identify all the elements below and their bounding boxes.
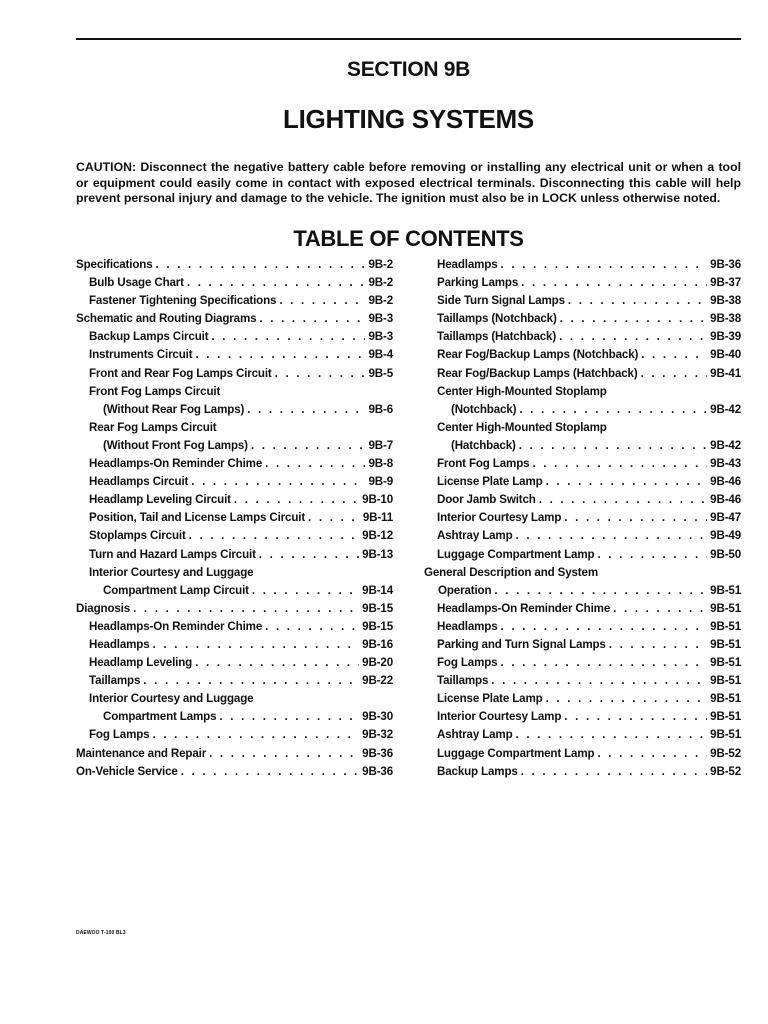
toc-entry-title: Taillamps (Notchback) [437,312,557,326]
dot-leader [195,346,365,364]
dot-leader [559,328,707,346]
toc-entry[interactable] [76,256,393,274]
toc-entry[interactable] [76,509,393,527]
toc-entry[interactable] [424,745,741,763]
toc-entry-title: Door Jamb Switch [437,493,536,507]
toc-page-number: 9B-10 [362,493,393,507]
dot-leader [521,274,707,292]
toc-page-number: 9B-52 [710,746,741,760]
toc-entry-title: Instruments Circuit [89,348,193,362]
toc-entry[interactable] [76,618,393,636]
toc-entry-title: Headlamps-On Reminder Chime [437,601,611,615]
toc-entry-title: On-Vehicle Service [76,764,178,778]
toc-entry[interactable] [424,346,741,364]
dot-leader [153,726,360,744]
toc-entry-title: Fastener Tightening Specifications [89,294,277,308]
toc-page-number: 9B-12 [362,529,393,543]
toc-entry[interactable] [76,654,393,672]
dot-leader [143,672,359,690]
toc-entry[interactable] [424,328,741,346]
toc-entry-title: License Plate Lamp [437,475,543,489]
toc-entry[interactable] [424,726,741,744]
dot-leader [501,618,708,636]
toc-entry-title: Bulb Usage Chart [89,276,184,290]
dot-leader [191,473,365,491]
toc-entry-title: Center High-Mounted Stoplamp [437,420,607,434]
toc-page-number: 9B-42 [710,438,741,452]
toc-entry[interactable] [76,636,393,654]
toc-entry[interactable] [424,600,741,618]
toc-entry-title: Rear Fog/Backup Lamps (Hatchback) [437,366,638,380]
dot-leader [219,708,359,726]
toc-entry[interactable] [76,491,393,509]
toc-entry-title: Ashtray Lamp [437,529,513,543]
toc-entry-title: General Description and System [424,565,598,579]
toc-entry-title: (Without Rear Fog Lamps) [103,402,245,416]
dot-leader [181,763,359,781]
toc-entry-title: Turn and Hazard Lamps Circuit [89,547,256,561]
toc-page-number: 9B-38 [710,312,741,326]
toc-page-number: 9B-14 [362,583,393,597]
toc-entry[interactable] [76,455,393,473]
toc-page-number: 9B-5 [368,366,393,380]
dot-leader [259,546,359,564]
toc-page-number: 9B-43 [710,457,741,471]
toc-page-number: 9B-22 [362,674,393,688]
toc-entry[interactable] [424,690,741,708]
section-heading: SECTION 9B [346,58,471,81]
toc-entry-title: Compartment Lamp Circuit [103,583,249,597]
toc-page-number: 9B-51 [710,619,741,633]
dot-leader [516,726,708,744]
header-rule [76,38,741,40]
toc-page-number: 9B-51 [710,710,741,724]
toc-entry[interactable] [76,328,393,346]
toc-entry-title: Center High-Mounted Stoplamp [437,384,607,398]
toc-entry-title: Rear Fog Lamps Circuit [89,420,217,434]
toc-page-number: 9B-11 [362,511,393,525]
toc-page-number: 9B-51 [710,728,741,742]
toc-entry[interactable] [76,564,393,600]
toc-page-number: 9B-50 [710,547,741,561]
dot-leader [195,654,359,672]
toc-page-number: 9B-51 [710,637,741,651]
toc-entry-title: Headlamps [89,637,150,651]
toc-entry[interactable] [76,365,393,383]
toc-page-number: 9B-8 [368,457,393,471]
toc-entry-title: (Notchback) [451,402,517,416]
toc-entry[interactable] [424,546,741,564]
toc-entry-title: Headlamps [437,258,498,271]
footer-code: DAEWOO T-100 BL3 [76,930,126,936]
toc-entry-title: (Without Front Fog Lamps) [103,438,248,452]
toc-entry-title: Interior Courtesy and Luggage [89,692,254,706]
toc-page-number: 9B-20 [362,656,393,670]
dot-leader [597,745,707,763]
toc-entry-title: Interior Courtesy Lamp [437,710,562,724]
toc-entry-title: Backup Lamps [437,764,518,778]
toc-entry[interactable] [424,419,741,455]
toc-page-number: 9B-36 [710,258,741,271]
toc-entry[interactable] [424,509,741,527]
toc-entry[interactable] [424,564,741,600]
toc-page-number: 9B-9 [368,475,393,489]
toc-entry[interactable] [424,455,741,473]
dot-leader [265,618,359,636]
toc-entry-title: Taillamps [89,674,141,688]
dot-leader [279,292,365,310]
toc-page-number: 9B-4 [368,348,393,362]
toc-entry-title: (Hatchback) [451,438,516,452]
toc-entry[interactable] [76,726,393,744]
toc-page-number: 9B-47 [710,511,741,525]
toc-entry[interactable] [424,654,741,672]
toc-page-number: 9B-46 [710,475,741,489]
toc-page-number: 9B-51 [710,583,741,597]
toc-entry-title: Maintenance and Repair [76,746,207,760]
toc-page-number: 9B-7 [368,438,393,452]
dot-leader [252,582,359,600]
toc-entry[interactable] [76,274,393,292]
toc-entry[interactable] [424,708,741,726]
toc-page-number: 9B-52 [710,764,741,778]
page-title: LIGHTING SYSTEMS [283,104,534,134]
dot-leader [308,509,360,527]
dot-leader [187,274,366,292]
dot-leader [275,365,366,383]
toc-right-column [424,256,741,781]
dot-leader [519,401,707,419]
toc-heading: TABLE OF CONTENTS [293,226,524,251]
toc-page-number: 9B-2 [368,294,393,308]
toc-entry-title: Front Fog Lamps Circuit [89,384,221,398]
toc-entry-title: Parking Lamps [437,276,519,290]
toc-entry-title: Diagnosis [76,601,131,615]
toc-page-number: 9B-37 [710,276,741,290]
toc-entry[interactable] [424,527,741,545]
toc-entry-title: Luggage Compartment Lamp [437,547,595,561]
toc-page-number: 9B-49 [710,529,741,543]
toc-page-number: 9B-3 [368,330,393,344]
dot-leader [516,527,708,545]
toc-entry[interactable] [424,365,741,383]
dot-leader [153,636,360,654]
toc-entry-title: Rear Fog/Backup Lamps (Notchback) [437,348,639,362]
toc-page-number: 9B-30 [362,710,393,724]
toc-page-number: 9B-51 [710,692,741,706]
toc-entry[interactable] [424,383,741,419]
dot-leader [597,546,707,564]
toc-entry[interactable] [76,600,393,618]
toc-entry[interactable] [76,473,393,491]
toc-page-number: 9B-6 [368,402,393,416]
toc-entry[interactable] [76,672,393,690]
dot-leader [539,491,707,509]
toc-entry[interactable] [76,310,393,328]
caution-notice: CAUTION: Disconnect the negative battery cable before removing or installing any electrical unit or when a tool or equipment could easily come in contact with exposed electrical terminals. Disconnecting this cable will help prevent personal injury and damage to the vehicle. The ignition must also be in LOCK unless otherwise noted. [76,160,741,205]
dot-leader [546,473,708,491]
toc-entry-title: Headlamps-On Reminder Chime [89,619,263,633]
dot-leader [156,256,366,274]
dot-leader [613,600,707,618]
toc-entry[interactable] [424,672,741,690]
toc-entry[interactable] [76,546,393,564]
toc-page-number: 9B-15 [362,601,393,615]
dot-leader [251,437,366,455]
dot-leader [546,690,708,708]
toc-page-number: 9B-46 [710,493,741,507]
toc-entry-title: Interior Courtesy and Luggage [89,565,254,579]
toc-entry-title: Schematic and Routing Diagrams [76,312,257,326]
toc-entry[interactable] [424,310,741,328]
toc-entry[interactable] [76,419,393,455]
toc-page-number: 9B-3 [368,312,393,326]
toc-page-number: 9B-36 [362,764,393,778]
toc-entry-title: License Plate Lamp [437,692,543,706]
toc-page-number: 9B-32 [362,728,393,742]
toc-entry-title: Front Fog Lamps [437,457,530,471]
toc-page-number: 9B-51 [710,601,741,615]
toc-entry[interactable] [424,473,741,491]
toc-entry-title: Operation [438,583,492,597]
toc-entry-title: Taillamps [437,674,489,688]
toc-entry-title: Stoplamps Circuit [89,529,186,543]
toc-page-number: 9B-36 [362,746,393,760]
toc-entry-title: Parking and Turn Signal Lamps [437,637,606,651]
toc-entry[interactable] [76,527,393,545]
toc-entry-title: Headlamps Circuit [89,475,189,489]
dot-leader [209,745,359,763]
dot-leader [211,328,365,346]
toc-entry[interactable] [424,292,741,310]
toc-entry[interactable] [424,763,741,781]
toc-page-number: 9B-51 [710,656,741,670]
toc-entry-title: Compartment Lamps [103,710,217,724]
toc-entry[interactable] [424,256,741,274]
dot-leader [189,527,360,545]
toc-entry[interactable] [424,274,741,292]
dot-leader [568,292,707,310]
toc-entry[interactable] [76,745,393,763]
dot-leader [609,636,707,654]
dot-leader [247,401,365,419]
toc-entry-title: Luggage Compartment Lamp [437,746,595,760]
toc-entry[interactable] [76,346,393,364]
toc-entry-title: Position, Tail and License Lamps Circuit [89,511,306,525]
toc-entry-title: Taillamps (Hatchback) [437,330,557,344]
dot-leader [564,708,707,726]
dot-leader [494,582,707,600]
dot-leader [491,672,707,690]
toc-entry-title: Front and Rear Fog Lamps Circuit [89,366,272,380]
toc-entry[interactable] [424,491,741,509]
toc-entry[interactable] [424,618,741,636]
toc-entry-title: Backup Lamps Circuit [89,330,209,344]
toc-page-number: 9B-42 [710,402,741,416]
toc-entry[interactable] [76,292,393,310]
dot-leader [532,455,707,473]
toc-page-number: 9B-41 [710,366,741,380]
dot-leader [564,509,707,527]
toc-page-number: 9B-39 [710,330,741,344]
toc-left-column [76,256,393,781]
toc-entry[interactable] [76,690,393,726]
toc-entry-title: Fog Lamps [437,656,498,670]
toc-entry-title: Ashtray Lamp [437,728,513,742]
toc-entry-title: Interior Courtesy Lamp [437,511,562,525]
dot-leader [234,491,359,509]
dot-leader [133,600,359,618]
toc-page-number: 9B-2 [368,276,393,290]
dot-leader [259,310,365,328]
dot-leader [641,365,708,383]
dot-leader [560,310,707,328]
toc-entry[interactable] [424,636,741,654]
toc-page-number: 9B-13 [362,547,393,561]
toc-entry-title: Side Turn Signal Lamps [437,294,565,308]
toc-entry-title: Headlamp Leveling Circuit [89,493,231,507]
toc-page-number: 9B-15 [362,619,393,633]
toc-entry-title: Headlamps [437,619,498,633]
dot-leader [265,455,365,473]
toc-page-number: 9B-51 [710,674,741,688]
toc-entry[interactable] [76,383,393,419]
toc-page-number: 9B-40 [710,348,741,362]
toc-page-number: 9B-16 [362,637,393,651]
dot-leader [501,654,708,672]
dot-leader [501,256,708,274]
dot-leader [641,346,707,364]
toc-page-number: 9B-38 [710,294,741,308]
toc-entry[interactable] [76,763,393,781]
toc-page-number: 9B-2 [368,258,393,271]
toc-entry-title: Specifications [76,258,153,271]
toc-entry-title: Headlamps-On Reminder Chime [89,457,263,471]
dot-leader [519,437,707,455]
dot-leader [521,763,708,781]
toc-entry-title: Fog Lamps [89,728,150,742]
toc-entry-title: Headlamp Leveling [89,656,193,670]
